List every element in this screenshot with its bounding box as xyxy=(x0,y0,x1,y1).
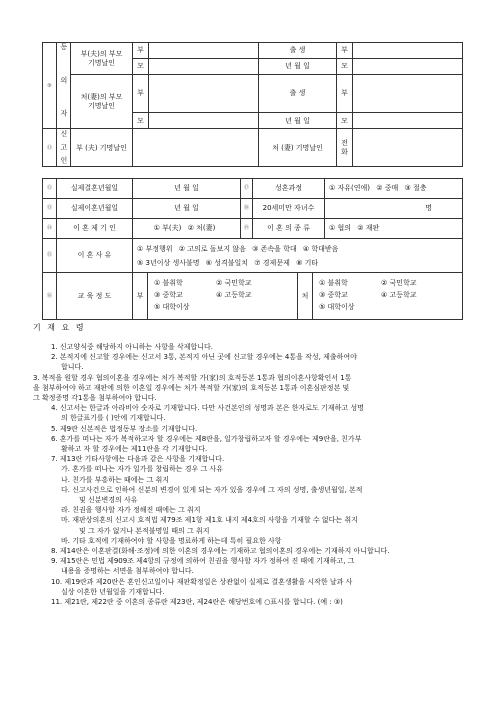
father-birth-field[interactable] xyxy=(353,43,463,59)
actual-marriage-field[interactable]: 년 월 일 xyxy=(133,179,241,199)
note-line: 그 확정증명 각1통을 첨부하여야 합니다. xyxy=(33,394,157,403)
wife-edu-2[interactable]: ② 국민학교 xyxy=(381,279,417,287)
wife-mother-birth-field[interactable] xyxy=(353,113,463,129)
option-reason-7[interactable]: ⑦ 경제문제 xyxy=(254,258,290,267)
note-line: 4. 신고서는 한글과 아라비아 숫자로 기재합니다. 다만 사건본인의 성명과 본은 한자로도 기재하고 성명 xyxy=(51,404,364,413)
note-line: 5. 제9란 신본적은 법정동부 장소를 기재합니다. xyxy=(51,424,198,433)
actual-divorce-label: 실제이혼년월일 xyxy=(57,199,133,219)
note-line: 바. 기타 호적에 기재하여야 할 사항을 명료하게 하는데 특히 필요한 사항 xyxy=(61,536,282,545)
wife-mother-name-field[interactable] xyxy=(149,113,259,129)
marriage-process-label: 성혼과정 xyxy=(253,179,325,199)
mo-label-3: 모 xyxy=(133,113,149,129)
option-free-love[interactable]: ① 자유(연애) xyxy=(329,184,371,193)
note-line: 다. 신고사건으로 인하여 신분의 변경이 있게 되는 자가 있을 경우에 그 자의 성명, 출생년월일, 본적 xyxy=(61,485,363,494)
option-matchmaking[interactable]: ② 중매 xyxy=(376,184,399,193)
row-mark-17: ⑰ xyxy=(241,179,253,199)
father-surname-label: 기명날인 xyxy=(87,58,116,67)
birth-label-2: 년 월 일 xyxy=(259,113,337,129)
father-name-field[interactable] xyxy=(149,43,259,59)
bu-label-4: 부 xyxy=(337,75,353,113)
note-line: 활하고 자 할 경우에는 제11란을 각 기재합니다. xyxy=(61,445,208,454)
note-line: 8. 제14란은 이혼판결(화해·조정)에 의한 이혼의 경우에는 기재하고 협의이혼의 경우에는 기재하지 아니합니다. xyxy=(51,547,390,556)
note-line: 9. 제15란은 민법 제909조 제4항의 규정에 의하여 친권을 행사할 자가 정하여 진 때에 기재하고, 그 xyxy=(51,557,355,566)
husband-edu-3[interactable]: ③ 중학교 xyxy=(154,291,183,299)
husband-edu-4[interactable]: ④ 고등학교 xyxy=(216,291,252,299)
husband-edu-1[interactable]: ① 불취학 xyxy=(154,279,183,287)
mother-surname-label: 기명날인 xyxy=(87,101,116,110)
note-line: 실상 이혼한 년월일을 기재합니다. xyxy=(61,587,165,596)
reporter-father-field[interactable] xyxy=(133,129,259,167)
occupation-label-2: 출 생 xyxy=(259,75,337,113)
phone-field[interactable] xyxy=(353,129,463,167)
wife-edu-1[interactable]: ① 불취학 xyxy=(319,279,348,287)
option-reason-5[interactable]: ⑤ 3년이상 생사불명 xyxy=(137,258,200,267)
option-reason-1[interactable]: ① 부정행위 xyxy=(137,244,173,253)
note-line: 7. 제13란 기타사항에는 다음과 같은 사항을 기재합니다. xyxy=(51,455,225,464)
note-line: 라. 친권을 행사할 자가 정해진 때에는 그 취지 xyxy=(61,506,201,515)
divorce-reason-options xyxy=(133,239,463,273)
note-line: 및 신분변경의 사유 xyxy=(79,496,138,505)
mo-label-2: 모 xyxy=(337,59,353,75)
note-line: 11. 제21란, 제22란 중 이혼의 종류란 제23란, 제24란은 해당번호에 ○표시를 합니다. (예 : ③) xyxy=(51,598,343,607)
father-parents-title: 부(夫)의 부모 xyxy=(80,49,123,58)
phone-label: 전 화 xyxy=(337,129,353,167)
note-line: 2. 본적지에 신고할 경우에는 신고서 3통, 본적지 아닌 곳에 신고할 경우에는 4통을 작성, 제출하여야 xyxy=(51,353,357,362)
mother-birth-field[interactable] xyxy=(353,59,463,75)
education-bu-label: 부 xyxy=(133,273,148,319)
row-mark-13: ⑬ xyxy=(43,199,57,219)
note-line: 합니다. xyxy=(61,363,84,372)
row-mark-16: ⑯ xyxy=(43,273,57,320)
husband-edu-2[interactable]: ② 국민학교 xyxy=(216,279,252,287)
reporter-label: 신 고 인 xyxy=(57,129,71,167)
mother-name-field[interactable] xyxy=(149,59,259,75)
education-wife-options xyxy=(313,273,462,319)
divorce-filer-options xyxy=(133,219,241,239)
consent-group-label: 동 의 자 xyxy=(57,43,71,129)
note-line: 가. 혼가를 떠나는 자가 일가를 창립하는 경우 그 사유 xyxy=(61,465,224,474)
option-reason-4[interactable]: ④ 학대받음 xyxy=(302,244,339,253)
option-agreement[interactable]: ① 협의 xyxy=(329,224,352,233)
row-mark-19: ⑲ xyxy=(241,219,253,239)
mo-label-4: 모 xyxy=(337,113,353,129)
note-line: 6. 혼가를 떠나는 자가 복적하고자 할 경우에는 제8란을, 일가창립하고자 할 경우에는 제9란을, 친가부 xyxy=(51,434,362,443)
actual-divorce-field[interactable]: 년 월 일 xyxy=(133,199,241,219)
occupation-label: 출 생 xyxy=(259,43,337,59)
row-mark-14: ⑭ xyxy=(43,219,57,239)
education-husband-options xyxy=(148,273,298,319)
note-line: 내용을 증명하는 서면을 첨부하여야 합니다. xyxy=(61,567,194,576)
wife-edu-5[interactable]: ⑤ 대학이상 xyxy=(319,303,355,311)
note-line: 의 한글표기를 ( )안에 기재합니다. xyxy=(61,414,166,423)
row-mark-12: ⑫ xyxy=(43,179,57,199)
wife-father-birth-field[interactable] xyxy=(353,75,463,113)
notes-list xyxy=(33,342,473,607)
option-reason-8[interactable]: ⑧ 기타 xyxy=(296,258,319,267)
option-reason-6[interactable]: ⑥ 성격불일치 xyxy=(205,258,249,267)
divorce-type-label: 이 혼 의 종 류 xyxy=(253,219,325,239)
divorce-type-options xyxy=(325,219,463,239)
bu-label-2: 부 xyxy=(337,43,353,59)
row-mark-15: ⑮ xyxy=(43,239,57,273)
mother-parents-title: 처(妻)의 부모 xyxy=(80,92,123,101)
note-line: 3. 복적을 원할 경우 협의이혼을 경우에는 처가 복적할 가(家)의 호적등본 1통과 협의이혼사항확인서 1통 xyxy=(33,373,352,382)
note-line: 마. 재판상의혼의 신고시 호적법 제79조 제1항 제1호 내지 제4호의 사항을 기재할 수 없다는 취지 xyxy=(61,516,358,525)
note-line: 및 그 자가 없거나 본적불명일 때의 그 취지 xyxy=(79,526,210,535)
note-line: 10. 제19란과 제20란은 혼인신고일이나 재판확정일은 상관없이 실제로 결혼생활을 시작한 날과 사 xyxy=(51,577,353,586)
row-mark: ⑨ xyxy=(43,43,57,129)
reporter-mark: ⑪ xyxy=(43,129,57,167)
marriage-process-options xyxy=(325,179,463,199)
actual-marriage-label: 실제결혼년월일 xyxy=(57,179,133,199)
education-cheo-label: 처 xyxy=(298,273,313,319)
father-parents-label xyxy=(71,43,133,75)
note-line: 을 첨부하여야 하고 재판에 의한 이혼일 경우에는 처가 복적할 가(家)의 호적등본 1통과 이혼심판정본 및 xyxy=(33,383,350,392)
wife-edu-4[interactable]: ④ 고등학교 xyxy=(381,291,417,299)
bu-label: 부 xyxy=(133,43,149,59)
mo-label: 모 xyxy=(133,59,149,75)
option-husband[interactable]: ① 부(夫) xyxy=(153,224,182,233)
option-wife[interactable]: ② 처(妻) xyxy=(187,224,216,233)
option-trial[interactable]: ② 재판 xyxy=(357,224,380,233)
consent-table xyxy=(42,42,463,167)
birth-label: 년 월 일 xyxy=(259,59,337,75)
note-line: 나. 친가를 부흥하는 때에는 그 취지 xyxy=(61,475,170,484)
education-cell xyxy=(133,273,463,320)
divorce-reason-label: 이 혼 사 유 xyxy=(57,239,133,273)
mother-parents-label xyxy=(71,75,133,129)
row-mark-18: ⑱ xyxy=(241,199,253,219)
reporter-mother-label: 처 (妻) 기명날인 xyxy=(259,129,337,167)
minor-children-label: 20세미만 자녀수 xyxy=(253,199,325,219)
wife-edu-3[interactable]: ③ 중학교 xyxy=(319,291,348,299)
divorce-filer-label: 이 혼 제 기 인 xyxy=(57,219,133,239)
reporter-father-label: 부 (夫) 기명날인 xyxy=(71,129,133,167)
husband-edu-5[interactable]: ⑤ 대학이상 xyxy=(154,303,190,311)
bu-label-3: 부 xyxy=(133,75,149,113)
option-reason-3[interactable]: ③ 존속을 학대 xyxy=(252,244,297,253)
note-line: 1. 신고양식중 해당하지 아니하는 사항을 삭제합니다. xyxy=(51,343,214,351)
minor-children-field[interactable]: 명 xyxy=(325,199,463,219)
option-compromise[interactable]: ③ 절충 xyxy=(404,184,427,193)
education-label: 교 육 정 도 xyxy=(57,273,133,320)
wife-father-name-field[interactable] xyxy=(149,75,259,113)
option-reason-2[interactable]: ② 고의로 돌보지 않음 xyxy=(178,244,246,253)
details-table xyxy=(42,178,463,320)
notes-title: 기 재 요 령 xyxy=(33,323,86,332)
